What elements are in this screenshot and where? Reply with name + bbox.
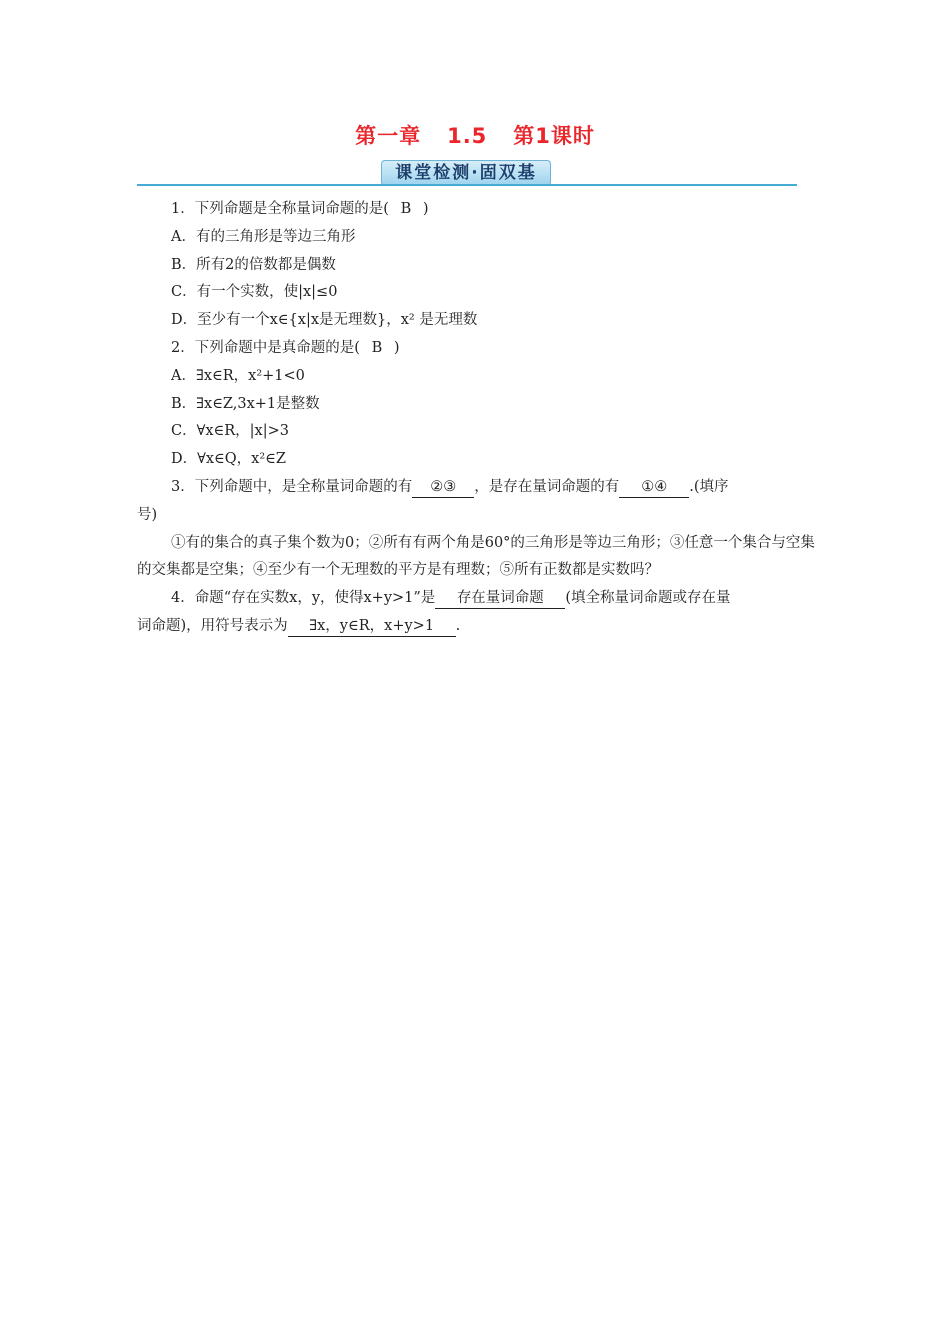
question-4-stem-cont [137,613,817,641]
question-3-stem [137,474,817,502]
question-3-statements: ①有的集合的真子集个数为0；②所有有两个角是60°的三角形是等边三角形；③任意一个集合与空集的交集都是空集；④至少有一个无理数的平方是有理数；⑤所有正数都是实数吗？ [137,534,815,579]
question-1-text: 1．下列命题是全称量词命题的是( [171,201,389,217]
question-1-option: A．有的三角形是等边三角形 [171,228,356,245]
question-1-stem [137,196,817,224]
question-3-text-b: ，是存在量词命题的有 [474,478,620,495]
question-3-stem-end: 号) [137,506,158,523]
question-1-option: B．所有2的倍数都是偶数 [171,256,336,273]
question-1-answer: B [400,201,412,217]
question-4-text-b: (填全称量词命题或存在量 [565,590,731,607]
section-number: 1.5 [447,124,488,148]
question-1-option: C．有一个实数，使|x|≤0 [171,284,338,301]
question-4-text-a: 4．命题“存在实数x，y，使得x+y>1”是 [171,590,436,607]
question-3-text-a: 3．下列命题中，是全称量词命题的有 [171,478,413,495]
chapter-label: 第一章 [355,124,422,148]
section-badge: 课堂检测·固双基 [381,160,551,186]
question-4-text-c: 词命题)，用符号表示为 [137,617,288,634]
question-2-text: 2．下列命题中是真命题的是( [171,339,360,356]
question-2-stem [137,335,817,363]
exercise-content [137,196,817,641]
question-2-option: B．∃x∈Z,3x+1是整数 [171,395,320,412]
header-divider [137,184,797,186]
question-3-blank-2: ①④ [619,477,689,498]
question-2-option: C．∀x∈R，|x|>3 [171,423,289,440]
question-2-option: A．∃x∈R，x²+1<0 [171,367,305,384]
lesson-label: 第1课时 [513,124,595,148]
question-4-stem [137,585,817,613]
question-2-close: ) [393,339,400,356]
question-1-option: D．至少有一个x∈{x|x是无理数}，x² 是无理数 [171,312,478,329]
question-3-blank-1: ②③ [412,477,474,498]
page-title [0,120,950,150]
question-2-option: D．∀x∈Q，x²∈Z [171,451,286,468]
question-1-close: ) [422,201,429,217]
question-4-blank-2: ∃x，y∈R，x+y>1 [288,616,456,637]
question-4-text-d: . [455,617,461,634]
question-3-text-c: .(填序 [689,478,729,495]
question-4-blank-1: 存在量词命题 [435,588,565,609]
question-2-answer: B [371,339,383,356]
